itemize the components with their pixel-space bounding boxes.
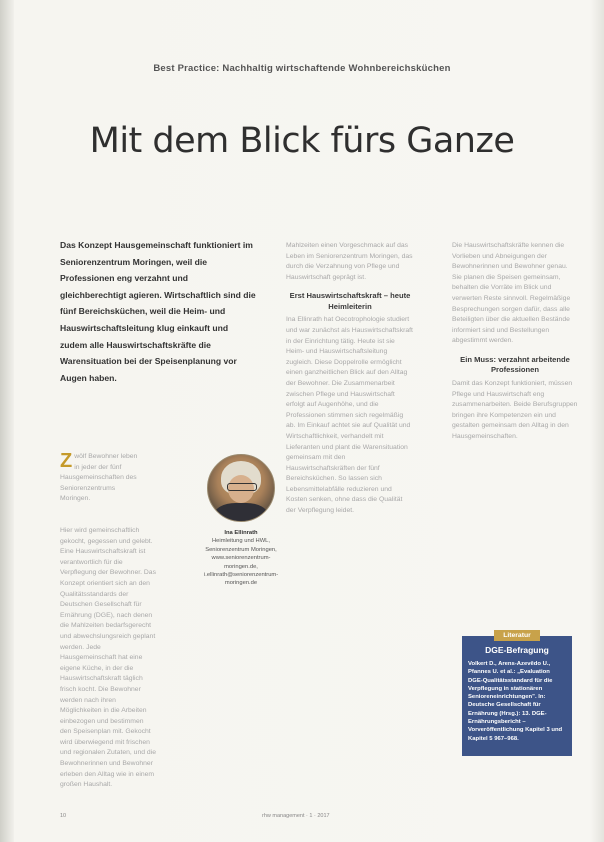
literature-title: DGE-Befragung xyxy=(485,645,549,655)
column-3-paragraph-1: Die Hauswirtschaftskräfte kennen die Vorlieben und Abneigungen der Bewohnerinnen und Bewohner genau. Sie planen die Speisen gemeinsam, behalten die Vorräte im Blick und verwerten Reste sinnvoll. Regelmäßige Besprechungen sorgen dafür, dass alle Beteiligten über die aktuellen Bestände informiert sind und Bestellungen abgestimmt werden. xyxy=(452,242,571,345)
column-1-intro xyxy=(60,452,140,505)
column-1-body: Hier wird gemeinschaftlich gekocht, gegessen und gelebt. Eine Hauswirtschaftskraft ist verantwortlich für die Verpflegung der Bewohner. Das Konzept orientiert sich an den Qualitätsstandards der Deutschen Gesellschaft für Ernährung (DGE), nach denen die Mahlzeiten bedarfsgerecht und abwechslungsreich geplant werden. Jede Hausgemeinschaft hat eine eigene Küche, in der die Hauswirtschaftskraft täglich frisch kocht. Die Bewohner werden nach ihren Möglichkeiten in die Arbeiten einbezogen und bestimmen den Speisenplan mit. Gekocht wird überwiegend mit frischen und regionalen Zutaten, und die Bewohnerinnen und Bewohner erleben den Alltag wie in einem großen Haushalt. xyxy=(60,527,156,789)
column-2-paragraph-1: Mahlzeiten einen Vorgeschmack auf das Leben im Seniorenzentrum Moringen, das durch die Verzahnung von Pflege und Hauswirtschaft geprägt ist. xyxy=(286,242,413,281)
magazine-name: rhw management · 1 · 2017 xyxy=(262,813,330,819)
portrait-photo xyxy=(207,454,275,522)
column-1-top-text: wölf Bewohner leben in jeder der fünf Hausgemeinschaften des Seniorenzentrums Moringen. xyxy=(60,453,138,503)
page-number: 10 xyxy=(60,813,67,819)
caption-details: Heimleitung und HWL, Seniorenzentrum Moringen, www.seniorenzentrum-moringen.de, i.ellinrath@seniorenzentrum-moringen.de xyxy=(204,538,279,587)
literature-body: Volkert D., Arens-Azevêdo U., Pfannes U. et al.: „Evaluation DGE-Qualitätsstandard für die Verpflegung in stationären Senioreneinrichtungen". In: Deutsche Gesellschaft für Ernährung (Hrsg.): 13. DGE-Ernährungsbericht – Vorveröffentlichung Kapitel 3 und Kapitel 5 967–968. xyxy=(468,661,563,742)
kicker: Best Practice: Nachhaltig wirtschaftende Wohnbereichsküchen xyxy=(153,63,451,74)
portrait-caption xyxy=(204,529,278,588)
caption-name: Ina Ellinrath xyxy=(224,530,258,536)
literature-tag: Literatur xyxy=(494,630,540,641)
subheading-1: Erst Hauswirtschaftskraft – heute Heimleiterin xyxy=(289,291,411,311)
drop-cap: Z xyxy=(60,450,73,472)
subheading-2: Ein Muss: verzahnt arbeitende Professionen xyxy=(460,354,570,375)
column-2 xyxy=(286,241,414,517)
column-3-paragraph-2: Damit das Konzept funktioniert, müssen Pflege und Hauswirtschaft eng zusammenarbeiten. Beide Berufsgruppen bringen ihre Kompetenzen ein und gestalten gemeinsam den Alltag in den Hausgemeinschaften. xyxy=(452,379,578,440)
lead-paragraph: Das Konzept Hausgemeinschaft funktioniert im Seniorenzentrum Moringen, weil die Professionen eng verzahnt und gleichberechtigt agieren. Wirtschaftlich sind die fünf Bereichsküchen, weil die Heim- und Hauswirtschaftsleitung klug einkauft und zudem alle Hauswirtschaftskräfte die Warensituation bei der Speisenplanung vor Augen haben. xyxy=(60,240,256,383)
column-2-paragraph-2: Ina Ellinrath hat Oecotrophologie studiert und war zunächst als Hauswirtschaftskraft in der Einrichtung tätig. Heute ist sie Heim- und Hauswirtschaftsleitung zugleich. Diese Doppelrolle ermöglicht einen ganzheitlichen Blick auf den Alltag der Bewohner. Die Zusammenarbeit zwischen Pflege und Hauswirtschaft erfolgt auf Augenhöhe, und die Professionen stimmen sich regelmäßig ab. Im Einkauf achtet sie auf Qualität und Wirtschaftlichkeit, verhandelt mit Lieferanten und plant die Warensituation gemeinsam mit den Hauswirtschaftskräften der fünf Bereichsküchen. So lassen sich Lebensmittelabfälle reduzieren und Kosten senken, ohne dass die Qualität der Verpflegung leidet. xyxy=(286,316,413,515)
literature-box xyxy=(462,632,572,756)
headline: Mit dem Blick fürs Ganze xyxy=(89,121,515,162)
column-3 xyxy=(452,241,578,443)
